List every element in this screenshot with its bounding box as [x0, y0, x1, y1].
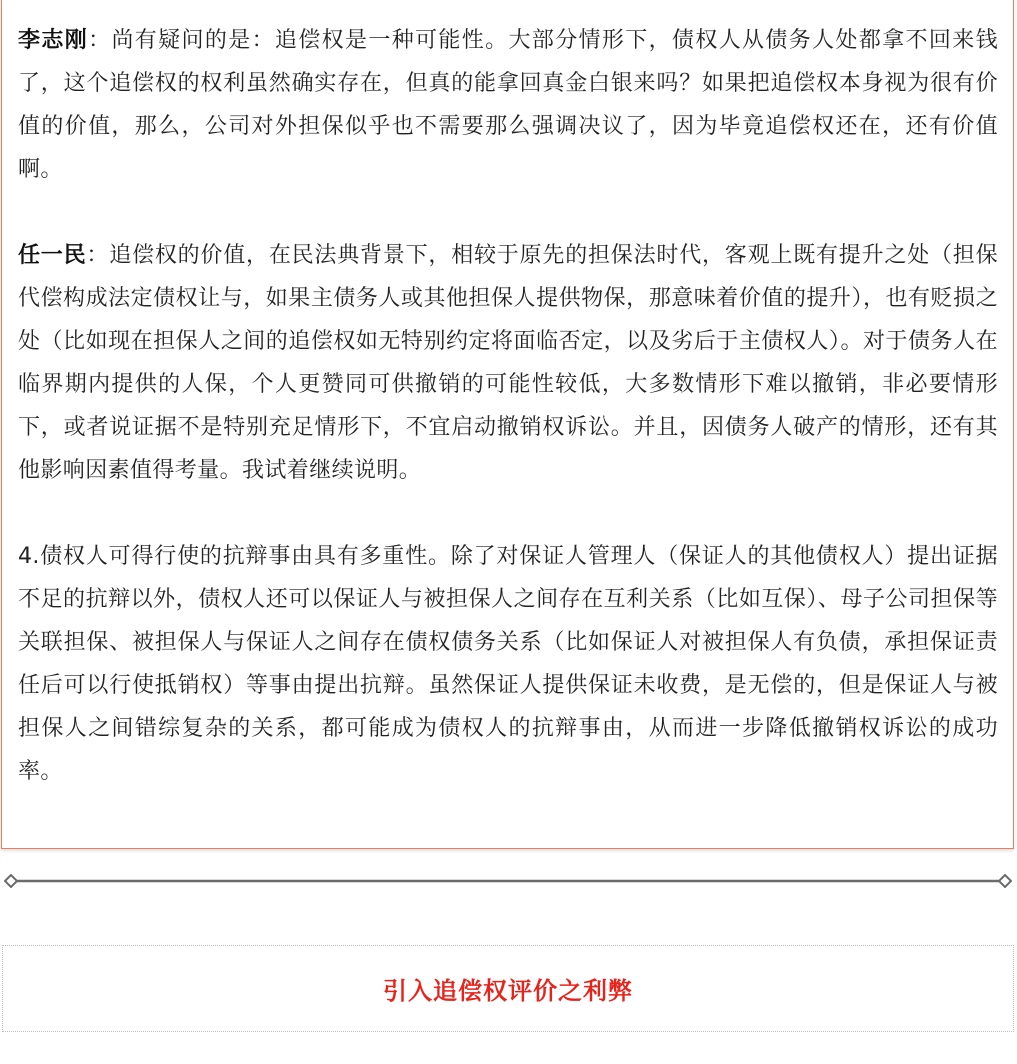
paragraph-text: 尚有疑问的是：追偿权是一种可能性。大部分情形下，债权人从债务人处都拿不回来钱了，这个追偿权的权利虽然确实存在，但真的能拿回真金白银来吗？如果把追偿权本身视为很有价值的价值，那么，公司对外担保似乎也不需要那么强调决议了，因为毕竟追偿权还在，还有价值啊。: [18, 28, 999, 182]
section-heading-box: [2, 945, 1014, 1032]
dialogue-box: [1, 0, 1014, 849]
paragraph-text: 4.债权人可得行使的抗辩事由具有多重性。除了对保证人管理人（保证人的其他债权人）提出证据不足的抗辩以外，债权人还可以保证人与被担保人之间存在互利关系（比如互保）、母子公司担保等关联担保、被担保人与保证人之间存在债权债务关系（比如保证人对被担保人有负债，承担保证责任后可以行使抵销权）等事由提出抗辩。虽然保证人提供保证未收费，是无偿的，但是保证人与被担保人之间错综复杂的关系，都可能成为债权人的抗辩事由，从而进一步降低撤销权诉讼的成功率。: [18, 544, 998, 784]
paragraph-li-zhigang: [18, 19, 998, 191]
divider-left-diamond-icon: [5, 875, 17, 887]
paragraph-ren-yimin: [18, 234, 998, 492]
section-divider: [4, 874, 1012, 888]
divider-right-diamond-icon: [999, 875, 1011, 887]
section-title: 引入追偿权评价之利弊: [383, 977, 633, 1005]
paragraph-point-4: [18, 535, 998, 793]
speaker-separator: ：: [88, 28, 112, 53]
speaker-name: 任一民: [18, 243, 87, 268]
speaker-separator: ：: [86, 243, 110, 268]
paragraph-text: 追偿权的价值，在民法典背景下，相较于原先的担保法时代，客观上既有提升之处（担保代偿构成法定债权让与，如果主债务人或其他担保人提供物保，那意味着价值的提升），也有贬损之处（比如现在担保人之间的追偿权如无特别约定将面临否定，以及劣后于主债权人）。对于债务人在临界期内提供的人保，个人更赞同可供撤销的可能性较低，大多数情形下难以撤销，非必要情形下，或者说证据不是特别充足情形下，不宜启动撤销权诉讼。并且，因债务人破产的情形，还有其他影响因素值得考量。我试着继续说明。: [18, 243, 999, 483]
speaker-name: 李志刚: [18, 28, 89, 53]
